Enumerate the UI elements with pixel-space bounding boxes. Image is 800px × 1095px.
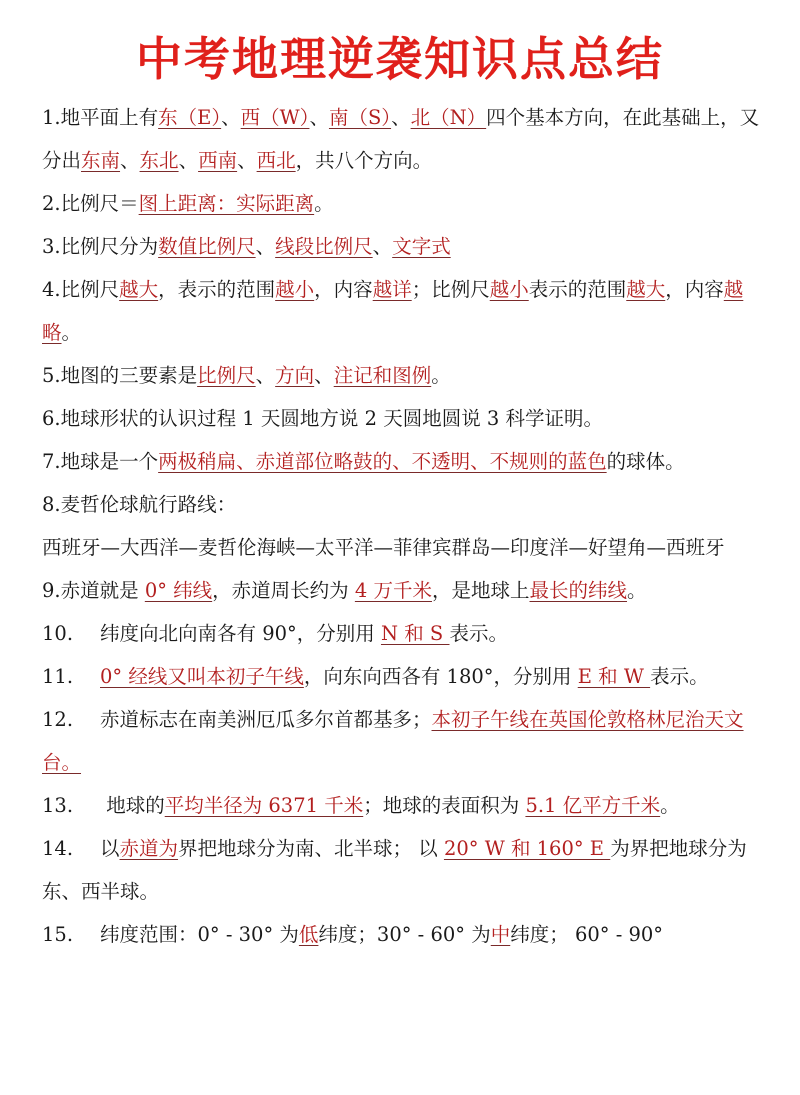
item-number: 3.: [42, 235, 61, 258]
note-item: [42, 655, 760, 698]
key-point-highlight: 越详: [372, 278, 412, 301]
key-point-highlight: 本初子午线在英国伦敦格林尼治天文台。: [42, 708, 744, 774]
key-point-highlight: 图上距离：实际距离: [138, 192, 315, 215]
note-text: ，赤道周长约为: [212, 579, 355, 602]
note-text: 比例尺＝: [60, 192, 139, 215]
note-text: ；地球的表面积为: [363, 794, 526, 817]
note-text: 。: [431, 364, 451, 387]
note-text: 比例尺: [60, 278, 120, 301]
key-point-highlight: 两极稍扁、赤道部位略鼓的、不透明、不规则的蓝色: [158, 450, 607, 473]
note-text: 。: [314, 192, 334, 215]
key-point-highlight: 东北: [139, 149, 179, 172]
item-number: 7.: [42, 450, 61, 473]
key-point-highlight: 越小: [275, 278, 315, 301]
note-text: ；比例尺: [411, 278, 490, 301]
key-point-highlight: 东南: [81, 149, 121, 172]
key-point-highlight: 低: [298, 923, 319, 946]
key-point-highlight: N 和 S: [380, 622, 450, 645]
note-item: [42, 483, 760, 526]
note-text: ，内容: [314, 278, 373, 301]
note-text: 地球是一个: [60, 450, 159, 473]
note-item: [42, 440, 760, 483]
item-number: 15.: [42, 923, 74, 946]
note-text: 纬度；30° - 60° 为: [318, 923, 491, 946]
key-point-highlight: 西南: [198, 149, 238, 172]
note-text: 麦哲伦球航行路线：: [60, 493, 237, 516]
key-point-highlight: 中: [490, 923, 511, 946]
note-text: 、: [221, 106, 241, 129]
note-text: 西班牙—大西洋—麦哲伦海峡—太平洋—菲律宾群岛—印度洋—好望角—西班牙: [42, 536, 725, 559]
key-point-highlight: 北（N）: [410, 106, 487, 129]
note-text: 、: [237, 149, 257, 172]
note-text: 以: [100, 837, 120, 860]
note-text: 、: [255, 235, 276, 258]
item-number: 4.: [42, 278, 61, 301]
item-number: 8.: [42, 493, 61, 516]
note-item: [42, 96, 760, 182]
note-item: [42, 182, 760, 225]
key-point-highlight: 越大: [626, 278, 666, 301]
item-number: 13.: [42, 794, 74, 817]
note-item: [42, 397, 760, 440]
key-point-highlight: 数值比例尺: [158, 235, 256, 258]
note-text: 、: [255, 364, 276, 387]
note-text: 地图的三要素是: [60, 364, 198, 387]
note-text: ，向东向西各有 180°，分别用: [303, 665, 578, 688]
key-point-highlight: 赤道为: [119, 837, 179, 860]
key-point-highlight: 0° 经线又叫本初子午线: [100, 665, 304, 688]
key-point-highlight: 文字式: [392, 235, 451, 258]
note-text: ，共八个方向。: [295, 149, 433, 172]
key-point-highlight: 4 万千米: [354, 579, 432, 602]
note-text: 、: [309, 106, 329, 129]
item-number: 6.: [42, 407, 61, 430]
note-text: 纬度范围：0° - 30° 为: [100, 923, 299, 946]
note-item: [42, 827, 760, 913]
key-point-highlight: 西北: [256, 149, 296, 172]
key-point-highlight: 20° W 和 160° E: [443, 837, 611, 860]
key-point-highlight: 越小: [489, 278, 529, 301]
note-text: 地球形状的认识过程 1 天圆地方说 2 天圆地圆说 3 科学证明。: [60, 407, 604, 430]
key-point-highlight: 最长的纬线: [529, 579, 628, 602]
item-number: 14.: [42, 837, 74, 860]
key-point-highlight: 南（S）: [328, 106, 392, 129]
item-number: 1.: [42, 106, 61, 129]
note-item: [42, 268, 760, 354]
note-text: 表示的范围: [528, 278, 627, 301]
note-text: ，是地球上: [431, 579, 530, 602]
item-number: 9.: [42, 579, 61, 602]
note-text: 、: [120, 149, 140, 172]
key-point-highlight: 0° 纬线: [144, 579, 213, 602]
note-text: 表示。: [650, 665, 709, 688]
note-item: [42, 913, 760, 956]
note-item: [42, 612, 760, 655]
note-text: 。: [660, 794, 680, 817]
note-text: 纬度向北向南各有 90°，分别用: [100, 622, 381, 645]
note-item: [42, 354, 760, 397]
key-point-highlight: 5.1 亿平方千米: [525, 794, 661, 817]
key-point-highlight: 注记和图例: [333, 364, 432, 387]
key-point-highlight: 东（E）: [158, 106, 222, 129]
key-point-highlight: 方向: [275, 364, 315, 387]
note-text: 。: [627, 579, 647, 602]
note-text: ，表示的范围: [158, 278, 276, 301]
note-text: 赤道就是: [60, 579, 145, 602]
note-text: 地平面上有: [60, 106, 159, 129]
item-number: 2.: [42, 192, 61, 215]
note-item: [42, 225, 760, 268]
key-point-highlight: 线段比例尺: [275, 235, 373, 258]
note-text: 纬度； 60° - 90°: [510, 923, 664, 946]
notes-content: [0, 96, 800, 956]
note-text: 的球体。: [606, 450, 685, 473]
note-text: 。: [61, 321, 82, 344]
item-number: 5.: [42, 364, 61, 387]
item-number: 11.: [42, 665, 74, 688]
key-point-highlight: 越大: [119, 278, 159, 301]
note-text: 、: [391, 106, 411, 129]
key-point-highlight: 平均半径为 6371 千米: [164, 794, 364, 817]
key-point-highlight: E 和 W: [577, 665, 651, 688]
page-title: 中考地理逆袭知识点总结: [136, 32, 664, 86]
note-text: 、: [314, 364, 334, 387]
note-item: [42, 698, 760, 784]
item-number: 12.: [42, 708, 74, 731]
item-number: 10.: [42, 622, 74, 645]
note-text: 界把地球分为南、北半球； 以: [178, 837, 444, 860]
note-text: 、: [372, 235, 393, 258]
note-text: 四个基本方向，在此基础上，又分出: [42, 106, 760, 172]
key-point-highlight: 比例尺: [197, 364, 256, 387]
key-point-highlight: 越略: [42, 278, 744, 344]
note-item: [42, 784, 760, 827]
key-point-highlight: 西（W）: [240, 106, 310, 129]
note-text: 为界把地球分为东、西半球。: [42, 837, 747, 903]
note-text: 表示。: [449, 622, 509, 645]
note-text: ，内容: [665, 278, 724, 301]
note-item: [42, 569, 760, 612]
note-text: 、: [178, 149, 199, 172]
note-text: 赤道标志在南美洲厄瓜多尔首都基多；: [100, 708, 432, 731]
note-text: 比例尺分为: [60, 235, 159, 258]
note-item: [42, 526, 760, 569]
note-text: 地球的: [100, 794, 165, 817]
